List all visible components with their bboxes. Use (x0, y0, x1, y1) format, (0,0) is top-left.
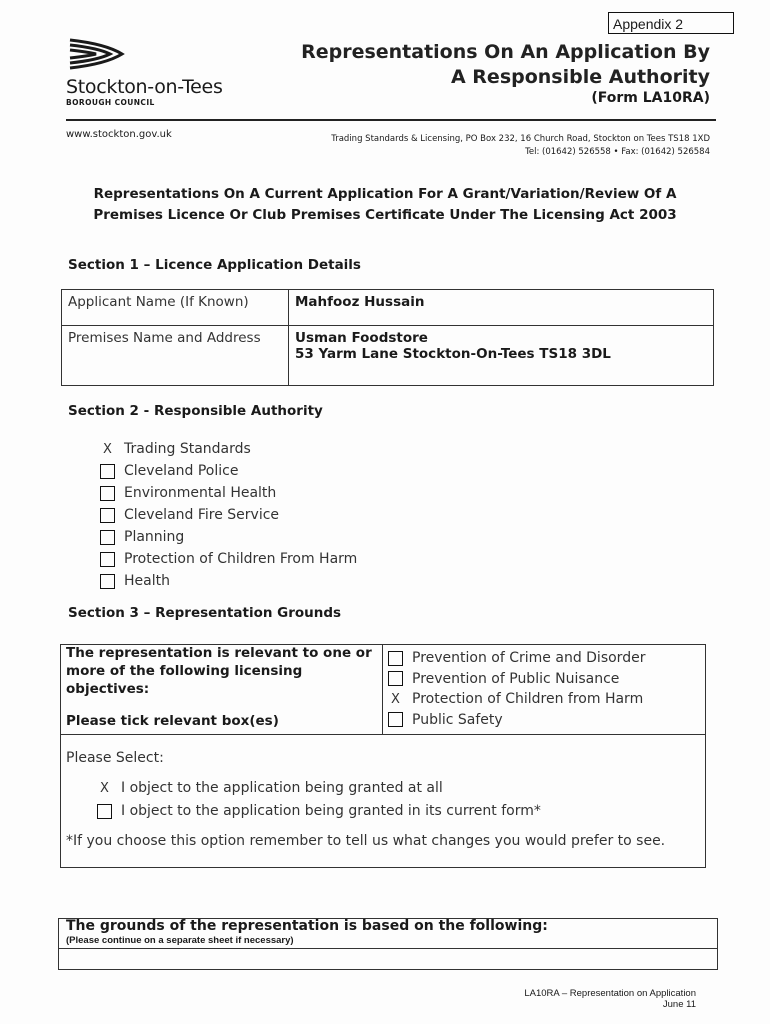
objective-checkbox[interactable] (388, 671, 403, 686)
authority-label: Cleveland Police (124, 463, 239, 479)
objective-checkbox[interactable] (388, 712, 403, 727)
section2-title: Section 2 - Responsible Authority (68, 403, 323, 419)
authority-label: Planning (124, 529, 185, 545)
council-logo-icon (66, 34, 128, 74)
objective-label: Prevention of Public Nuisance (412, 670, 620, 687)
council-address (331, 133, 710, 159)
list-item (97, 800, 541, 823)
section3-title: Section 3 – Representation Grounds (68, 605, 342, 621)
authority-label: Environmental Health (124, 485, 277, 501)
address-line1: Trading Standards & Licensing, PO Box 232, 16 Church Road, Stockton on Tees TS18 1XD (331, 134, 710, 144)
list-item (100, 438, 357, 460)
authority-label: Trading Standards (124, 441, 251, 457)
premises-name: Usman Foodstore (295, 330, 428, 346)
heading-line1: Representations On A Current Application For A Grant/Variation/Review Of A (93, 186, 677, 202)
objectives-instructions: The representation is relevant to one or more of the following licensing objectives: (66, 645, 372, 697)
authority-checkbox[interactable] (100, 508, 115, 523)
header-divider (66, 119, 716, 121)
licence-details-table (61, 289, 714, 386)
authority-label: Protection of Children From Harm (124, 551, 358, 567)
form-heading (40, 184, 730, 226)
form-title-line1: Representations On An Application By (301, 41, 710, 63)
form-code: (Form LA10RA) (591, 90, 710, 106)
premises-address: 53 Yarm Lane Stockton-On-Tees TS18 3DL (295, 346, 611, 362)
council-website: www.stockton.gov.uk (66, 129, 172, 140)
address-line2: Tel: (01642) 526558 • Fax: (01642) 526584 (525, 147, 710, 157)
grounds-row-divider (60, 734, 706, 735)
heading-line2: Premises Licence Or Club Premises Certificate Under The Licensing Act 2003 (93, 207, 677, 223)
council-name: Stockton-on-Tees (66, 76, 223, 98)
list-item (388, 710, 645, 731)
section1-title: Section 1 – Licence Application Details (68, 257, 361, 273)
objective-label: Public Safety (412, 711, 503, 728)
authority-checkbox[interactable] (100, 486, 115, 501)
authority-checkbox[interactable] (100, 530, 115, 545)
form-title-line2: A Responsible Authority (450, 66, 710, 88)
page-footer (524, 988, 696, 1010)
grounds-column-divider (382, 644, 383, 734)
option-mark[interactable]: X (100, 781, 109, 796)
authority-checkbox[interactable] (100, 574, 115, 589)
premises-field[interactable] (289, 326, 714, 386)
list-item (388, 689, 645, 710)
objective-label: Protection of Children from Harm (412, 691, 644, 707)
authority-checkbox[interactable] (100, 464, 115, 479)
list-item (100, 460, 357, 482)
authority-checkbox[interactable] (100, 552, 115, 567)
option-note: *If you choose this option remember to tell us what changes you would prefer to see. (66, 833, 666, 849)
objective-label: Prevention of Crime and Disorder (412, 650, 646, 666)
objective-mark[interactable]: X (391, 692, 400, 707)
footer-line1: LA10RA – Representation on Application (524, 988, 696, 999)
grounds-subtitle: (Please continue on a separate sheet if necessary) (66, 935, 294, 946)
grounds-detail-divider (58, 948, 718, 949)
objection-options (97, 777, 541, 823)
applicant-name-field[interactable]: Mahfooz Hussain (289, 290, 714, 326)
authority-mark[interactable]: X (103, 442, 112, 457)
appendix-label: Appendix 2 (608, 12, 734, 34)
option-label: I object to the application being granted in its current form* (121, 803, 541, 819)
council-subtitle: BOROUGH COUNCIL (66, 98, 155, 107)
authority-list (100, 438, 357, 592)
authority-label: Health (124, 573, 170, 589)
select-label: Please Select: (66, 750, 164, 766)
grounds-title: The grounds of the representation is based on the following: (66, 918, 548, 934)
objectives-list (388, 648, 645, 730)
list-item (100, 548, 357, 570)
option-label: I object to the application being granted at all (121, 780, 443, 796)
option-checkbox[interactable] (97, 804, 112, 819)
footer-line2: June 11 (662, 999, 696, 1010)
objective-checkbox[interactable] (388, 651, 403, 666)
list-item (97, 777, 541, 800)
list-item (388, 669, 645, 690)
applicant-name-label: Applicant Name (If Known) (62, 290, 289, 326)
list-item (100, 482, 357, 504)
list-item (100, 570, 357, 592)
list-item (100, 526, 357, 548)
form-title (301, 40, 710, 90)
authority-label: Cleveland Fire Service (124, 507, 280, 523)
list-item (388, 648, 645, 669)
premises-label: Premises Name and Address (62, 326, 289, 386)
tick-instruction: Please tick relevant box(es) (66, 713, 279, 729)
list-item (100, 504, 357, 526)
